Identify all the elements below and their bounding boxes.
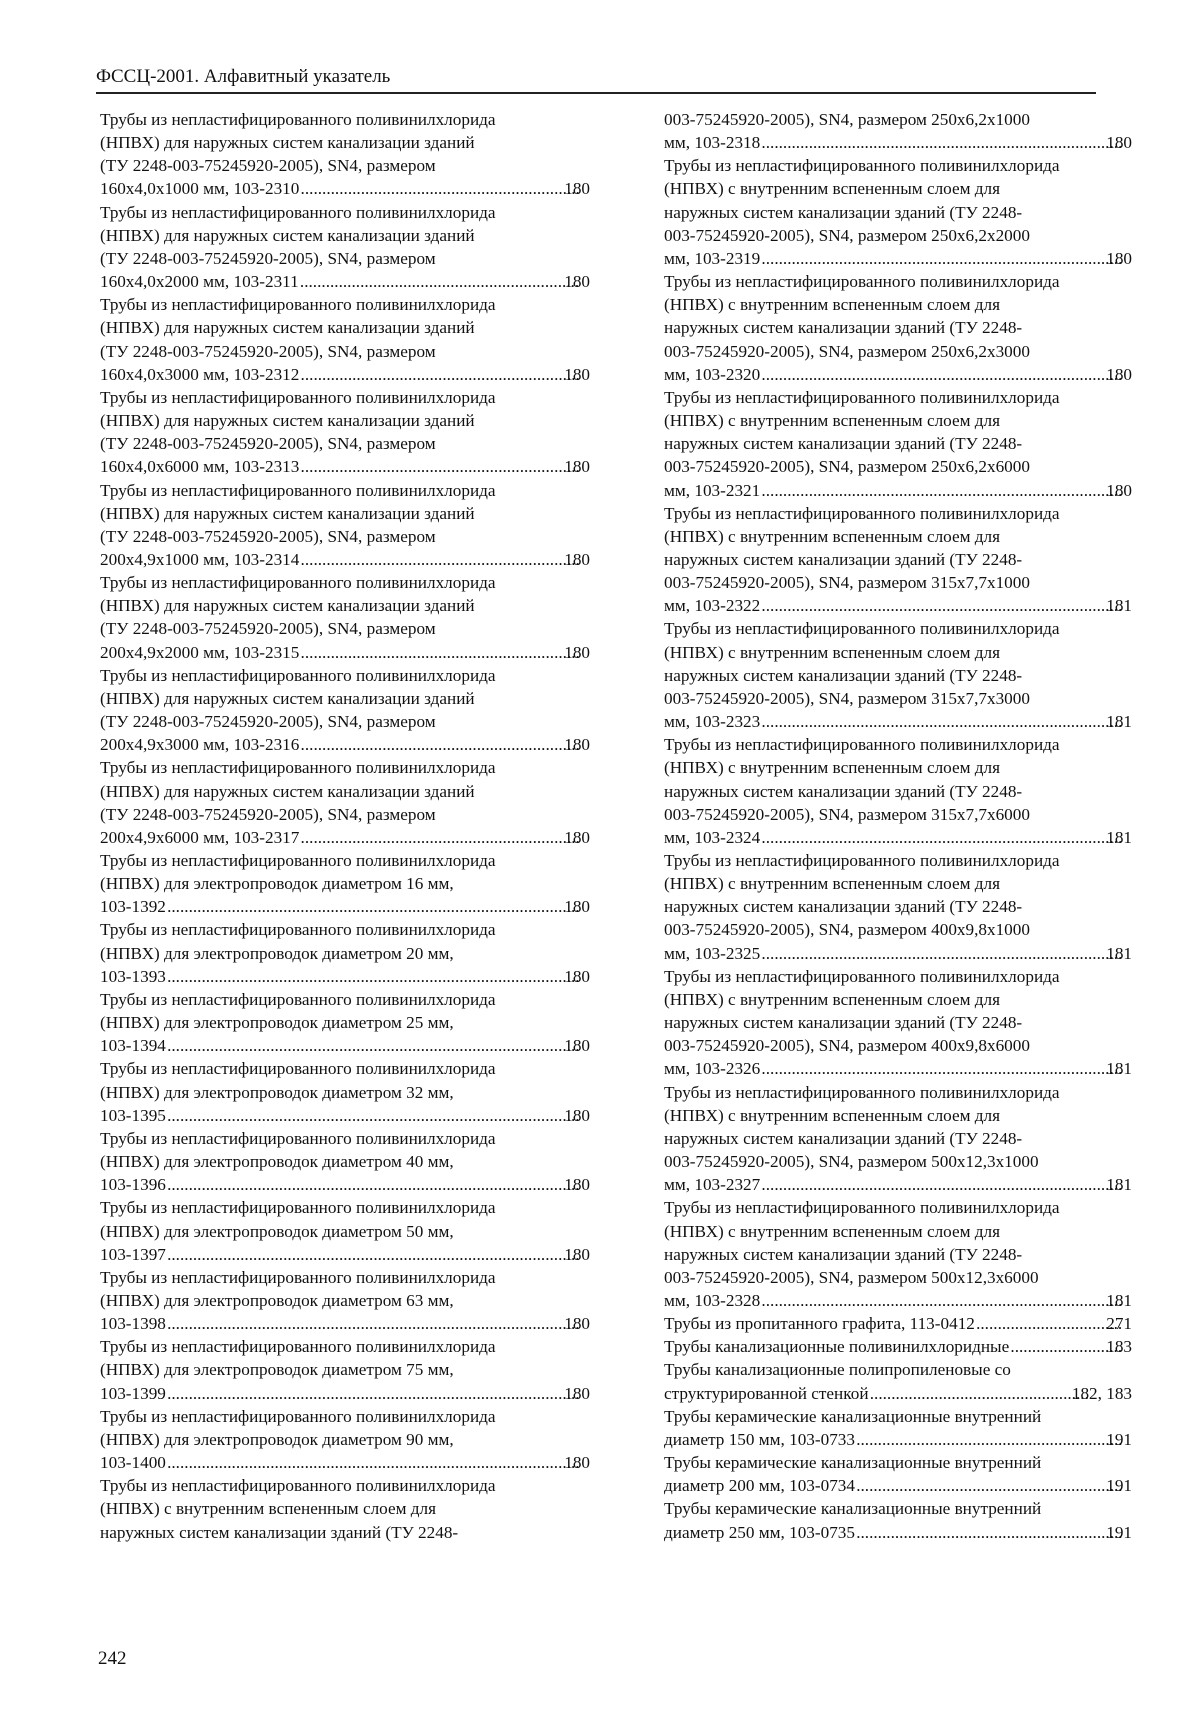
index-page-ref: 180 [564,642,590,662]
dot-leader [168,1034,580,1057]
index-entry-text: Трубы из непластифицированного поливинилхлорида [100,1128,496,1148]
index-entry [100,1335,590,1404]
dot-leader [301,270,581,293]
index-column-left [100,108,590,1544]
index-entry-text: (НПВХ) с внутренним вспененным слоем для [664,295,1001,315]
index-entry-text: Трубы из непластифицированного поливинилхлорида [664,619,1060,639]
index-entry-text: Трубы из непластифицированного поливинилхлорида [664,851,1060,870]
index-entry-text: (НПВХ) для электропроводок диаметром 16 мм, [100,874,454,894]
dot-leader [168,895,580,918]
index-entry-text: Трубы из непластифицированного поливинилхлорида [100,387,496,407]
index-entry-text: (НПВХ) для наружных систем канализации зданий [100,411,475,431]
index-entry-text: Трубы из непластифицированного поливинилхлорида [100,1267,496,1287]
index-entry-text: Трубы из пропитанного графита, 113-0412 [664,1314,975,1334]
index-entry [100,1474,590,1543]
index-entry [664,617,1132,733]
index-entry [100,108,590,201]
index-entry-last-line [100,1034,590,1057]
index-entry-text: 003-75245920-2005), SN4, размером 250x6,2x1000 [664,110,1030,129]
index-entry-last-line [664,1173,1132,1196]
index-entry-text: наружных систем канализации зданий (ТУ 2248- [664,1128,1023,1148]
index-entry-text: 003-75245920-2005), SN4, размером 250x6,2x3000 [664,341,1030,361]
index-entry-text: (ТУ 2248-003-75245920-2005), SN4, размером [100,804,436,824]
index-entry [100,201,590,294]
dot-leader [762,247,1122,270]
index-entry [100,386,590,479]
dot-leader [168,1451,580,1474]
index-entry-last-line [664,594,1132,617]
index-entry-text: Трубы из непластифицированного поливинилхлорида [100,573,496,593]
index-entry-text: Трубы из непластифицированного поливинилхлорида [100,1059,496,1079]
index-entry-last-line [664,479,1132,502]
index-page-ref: 180 [564,1314,590,1334]
index-entry [100,756,590,849]
index-entry-last-line [664,1382,1132,1405]
index-entry-text: наружных систем канализации зданий (ТУ 2248- [664,202,1023,222]
dot-leader [762,1057,1122,1080]
index-entry-text: Трубы канализационные полипропиленовые со [664,1360,1011,1380]
dot-leader [168,1312,580,1335]
index-entry-last-line [100,1104,590,1127]
index-page-ref: 191 [1106,1429,1132,1449]
index-entry-last-line [664,1428,1132,1451]
index-page-ref: 180 [564,1244,590,1264]
index-entry [100,664,590,757]
index-entry-text: (НПВХ) с внутренним вспененным слоем для [100,1499,437,1519]
index-entry-text: мм, 103-2318 [664,133,761,153]
index-entry-text: 160x4,0x2000 мм, 103-2311 [100,272,299,292]
index-entry-text: наружных систем канализации зданий (ТУ 2248- [664,318,1023,338]
index-entry-text: мм, 103-2320 [664,364,761,384]
index-entry-text: диаметр 250 мм, 103-0735 [664,1522,855,1542]
index-entry-text: Трубы из непластифицированного поливинилхлорида [100,851,496,870]
index-entry-text: (НПВХ) для электропроводок диаметром 25 мм, [100,1013,454,1033]
index-page-ref: 183 [1106,1337,1132,1357]
index-entry-text: (НПВХ) для электропроводок диаметром 75 мм, [100,1360,454,1380]
index-page-ref: 180 [1106,133,1132,153]
index-entry-text: наружных систем канализации зданий (ТУ 2248- [664,549,1023,569]
index-entry-text: 003-75245920-2005), SN4, размером 315x7,7x3000 [664,688,1030,708]
index-entry-text: (НПВХ) для наружных систем канализации зданий [100,225,475,245]
index-entry [664,386,1132,502]
dot-leader [168,1243,580,1266]
index-page-ref: 181 [1106,596,1132,616]
index-entry-last-line [100,895,590,918]
index-entry-text: Трубы керамические канализационные внутренний [664,1406,1042,1426]
index-entry-text: (НПВХ) для наружных систем канализации зданий [100,503,475,523]
index-entry-text: (НПВХ) для наружных систем канализации зданий [100,688,475,708]
index-entry-last-line [664,710,1132,733]
index-entry-text: (НПВХ) с внутренним вспененным слоем для [664,989,1001,1009]
index-entry-text: 160x4,0x1000 мм, 103-2310 [100,179,300,199]
index-entry-text: 003-75245920-2005), SN4, размером 250x6,2x6000 [664,457,1030,477]
dot-leader [762,1173,1122,1196]
index-entry-last-line [664,131,1132,154]
index-entry [664,1451,1132,1497]
index-entry-last-line [100,455,590,478]
index-entry-last-line [100,177,590,200]
dot-leader [301,455,580,478]
index-page-ref: 191 [1106,1522,1132,1542]
index-page-ref: 180 [564,1036,590,1056]
index-page-ref: 180 [564,179,590,199]
index-entry [664,1358,1132,1404]
index-entry-text: 103-1396 [100,1175,166,1195]
index-entry-text: Трубы из непластифицированного поливинилхлорида [664,387,1060,407]
index-entry-text: (НПВХ) с внутренним вспененным слоем для [664,526,1001,546]
index-entry [100,1405,590,1474]
index-entry-text: Трубы из непластифицированного поливинилхлорида [664,735,1060,755]
index-page-ref: 180 [564,966,590,986]
index-entry-last-line [664,363,1132,386]
index-entry-text: 103-1398 [100,1314,166,1334]
index-entry-text: наружных систем канализации зданий (ТУ 2248- [100,1522,459,1542]
index-page-ref: 180 [564,1105,590,1125]
index-entry-text: (ТУ 2248-003-75245920-2005), SN4, размером [100,248,436,268]
index-entry-text: (ТУ 2248-003-75245920-2005), SN4, размером [100,619,436,639]
index-entry-text: мм, 103-2324 [664,827,761,847]
index-entry [100,988,590,1057]
dot-leader [301,363,580,386]
index-entry [664,154,1132,270]
index-entry-text: 003-75245920-2005), SN4, размером 250x6,2x2000 [664,225,1030,245]
index-entry-text: мм, 103-2321 [664,480,761,500]
index-entry-text: (НПВХ) для наружных систем канализации зданий [100,133,475,153]
index-entry-last-line [664,942,1132,965]
index-entry-text: (НПВХ) с внутренним вспененным слоем для [664,179,1001,199]
index-entry-text: 160x4,0x6000 мм, 103-2313 [100,457,300,477]
index-page-ref: 180 [564,1175,590,1195]
dot-leader [871,1382,1088,1405]
index-entry-last-line [100,733,590,756]
index-page-ref: 180 [1106,248,1132,268]
index-entry-text: 003-75245920-2005), SN4, размером 315x7,7x6000 [664,804,1030,824]
index-entry-text: (ТУ 2248-003-75245920-2005), SN4, размером [100,434,436,454]
index-entry [664,1497,1132,1543]
index-entry-text: 200x4,9x3000 мм, 103-2316 [100,735,300,755]
index-entry-text: Трубы из непластифицированного поливинилхлорида [664,156,1060,176]
index-entry [100,1266,590,1335]
index-entry-last-line [664,826,1132,849]
index-entry-text: (НПВХ) для наружных систем канализации зданий [100,318,475,338]
index-page-ref: 181 [1106,1059,1132,1079]
index-entry-text: (НПВХ) для электропроводок диаметром 40 мм, [100,1152,454,1172]
index-entry [664,1312,1132,1335]
index-entry-text: Трубы из непластифицированного поливинилхлорида [100,1337,496,1357]
index-entry [664,1405,1132,1451]
dot-leader [168,1104,580,1127]
index-entry [100,918,590,987]
index-entry [100,1196,590,1265]
index-entry-text: Трубы из непластифицированного поливинилхлорида [100,295,496,315]
dot-leader [301,826,580,849]
index-entry-text: (ТУ 2248-003-75245920-2005), SN4, размером [100,341,436,361]
index-entry-last-line [664,247,1132,270]
index-entry-text: Трубы из непластифицированного поливинилхлорида [664,1198,1060,1218]
index-entry-text: 003-75245920-2005), SN4, размером 315x7,7x1000 [664,573,1030,593]
index-entry-text: (НПВХ) с внутренним вспененным слоем для [664,411,1001,431]
page-number: 242 [98,1648,127,1669]
index-entry-text: 103-1399 [100,1383,166,1403]
dot-leader [762,710,1122,733]
index-entry-last-line [100,641,590,664]
index-page-ref: 180 [564,735,590,755]
index-entry-text: наружных систем канализации зданий (ТУ 2248- [664,1013,1023,1033]
index-entry-last-line [100,363,590,386]
index-entry [664,965,1132,1081]
index-page-ref: 180 [564,897,590,917]
index-page-ref: 180 [1106,480,1132,500]
index-page-ref: 180 [564,827,590,847]
index-entry-text: Трубы канализационные поливинилхлоридные [664,1337,1010,1357]
index-entry-text: 160x4,0x3000 мм, 103-2312 [100,364,300,384]
index-entry-text: Трубы из непластифицированного поливинилхлорида [664,1082,1060,1102]
dot-leader [301,548,580,571]
index-entry [664,1335,1132,1358]
index-page-ref: 180 [564,1453,590,1473]
index-entry-text: 003-75245920-2005), SN4, размером 400x9,8x6000 [664,1036,1030,1056]
index-entry-text: 003-75245920-2005), SN4, размером 500x12,3x6000 [664,1267,1039,1287]
index-entry-text: наружных систем канализации зданий (ТУ 2248- [664,434,1023,454]
dot-leader [168,965,580,988]
dot-leader [762,1289,1122,1312]
index-entry-text: (ТУ 2248-003-75245920-2005), SN4, размером [100,526,436,546]
index-entry-last-line [100,826,590,849]
index-entry-text: мм, 103-2325 [664,943,761,963]
index-entry-text: Трубы из непластифицированного поливинилхлорида [100,1476,496,1496]
dot-leader [168,1382,580,1405]
index-entry-text: структурированной стенкой [664,1383,869,1403]
index-entry [100,1057,590,1126]
index-page-ref: 180 [1106,364,1132,384]
index-entry-text: (ТУ 2248-003-75245920-2005), SN4, размером [100,712,436,732]
index-entry-last-line [100,1173,590,1196]
index-entry-text: (НПВХ) для электропроводок диаметром 63 мм, [100,1290,454,1310]
index-entry-text: Трубы из непластифицированного поливинилхлорида [100,202,496,222]
index-entry-text: (НПВХ) с внутренним вспененным слоем для [664,1221,1001,1241]
index-entry-text: (НПВХ) с внутренним вспененным слоем для [664,874,1001,894]
index-entry-text: Трубы из непластифицированного поливинилхлорида [100,1406,496,1426]
index-entry-last-line [100,548,590,571]
index-entry-text: Трубы керамические канализационные внутренний [664,1499,1042,1519]
index-page-ref: 181 [1106,943,1132,963]
index-page-ref: 180 [564,1383,590,1403]
index-entry-text: 103-1394 [100,1036,166,1056]
index-entry-text: мм, 103-2327 [664,1175,761,1195]
index-entry-text: (НПВХ) с внутренним вспененным слоем для [664,1105,1001,1125]
index-entry-last-line [664,1057,1132,1080]
index-entry-text: Трубы из непластифицированного поливинилхлорида [664,503,1060,523]
index-page-ref: 180 [564,549,590,569]
index-entry [100,293,590,386]
index-entry-text: (НПВХ) для электропроводок диаметром 20 мм, [100,943,454,963]
index-entry-text: наружных систем канализации зданий (ТУ 2248- [664,1244,1023,1264]
index-entry-text: мм, 103-2328 [664,1290,761,1310]
index-entry-text: 103-1400 [100,1453,166,1473]
index-entry-text: 200x4,9x6000 мм, 103-2317 [100,827,300,847]
index-entry [664,502,1132,618]
index-entry-text: (НПВХ) для электропроводок диаметром 50 мм, [100,1221,454,1241]
index-entry-text: наружных систем канализации зданий (ТУ 2248- [664,781,1023,801]
index-entry-last-line [664,1289,1132,1312]
index-entry-text: 103-1393 [100,966,166,986]
index-entry-text: (НПВХ) для наружных систем канализации зданий [100,596,475,616]
index-entry-text: диаметр 200 мм, 103-0734 [664,1476,855,1496]
index-page-ref: 181 [1106,712,1132,732]
index-entry-text: 003-75245920-2005), SN4, размером 400x9,8x1000 [664,920,1030,940]
index-entry-last-line [100,1382,590,1405]
index-entry-text: Трубы из непластифицированного поливинилхлорида [100,989,496,1009]
index-entry-text: Трубы из непластифицированного поливинилхлорида [664,272,1060,292]
index-entry-last-line [100,1451,590,1474]
dot-leader [301,177,580,200]
index-entry [664,733,1132,849]
index-page-ref: 271 [1106,1314,1132,1334]
index-entry-last-line [100,1312,590,1335]
index-entry-text: (НПВХ) для наружных систем канализации зданий [100,781,475,801]
dot-leader [762,594,1122,617]
index-entry-text: (ТУ 2248-003-75245920-2005), SN4, размером [100,156,436,176]
index-entry-last-line [664,1335,1132,1358]
index-page-ref: 181 [1106,827,1132,847]
index-entry-text: Трубы из непластифицированного поливинилхлорида [100,480,496,500]
running-header: ФССЦ-2001. Алфавитный указатель [96,66,1096,94]
dot-leader [762,942,1122,965]
index-entry [664,1196,1132,1312]
index-entry-text: (НПВХ) с внутренним вспененным слоем для [664,758,1001,778]
index-entry-last-line [100,270,590,293]
dot-leader [977,1312,1122,1335]
index-entry-last-line [664,1521,1132,1544]
index-entry-text: Трубы из непластифицированного поливинилхлорида [100,758,496,778]
index-entry-text: наружных систем канализации зданий (ТУ 2248- [664,897,1023,917]
index-entry-text: Трубы из непластифицированного поливинилхлорида [100,920,496,940]
index-entry-text: Трубы керамические канализационные внутренний [664,1453,1042,1473]
index-entry-text: наружных систем канализации зданий (ТУ 2248- [664,665,1023,685]
index-entry [100,571,590,664]
index-entry [100,849,590,918]
index-entry [664,1081,1132,1197]
index-page-ref: 180 [564,364,590,384]
dot-leader [762,131,1122,154]
index-entry-text: диаметр 150 мм, 103-0733 [664,1429,855,1449]
index-entry-text: (НПВХ) для электропроводок диаметром 90 мм, [100,1429,454,1449]
index-entry-text: (НПВХ) для электропроводок диаметром 32 мм, [100,1082,454,1102]
index-page-ref: 181 [1106,1175,1132,1195]
index-entry [664,270,1132,386]
index-page-ref: 191 [1106,1476,1132,1496]
index-entry-text: Трубы из непластифицированного поливинилхлорида [100,665,496,685]
index-entry-last-line [100,965,590,988]
index-entry-text: (НПВХ) с внутренним вспененным слоем для [664,642,1001,662]
dot-leader [301,733,580,756]
index-entry-text: мм, 103-2322 [664,596,761,616]
index-entry-last-line [664,1312,1132,1335]
index-page-ref: 180 [564,457,590,477]
dot-leader [762,363,1122,386]
dot-leader [762,479,1122,502]
index-entry [100,1127,590,1196]
dot-leader [857,1474,1122,1497]
index-entry [664,849,1132,965]
index-entry-text: 200x4,9x1000 мм, 103-2314 [100,549,300,569]
index-entry-text: Трубы из непластифицированного поливинилхлорида [100,110,496,129]
index-entry-text: 103-1395 [100,1105,166,1125]
index-entry-text: 003-75245920-2005), SN4, размером 500x12,3x1000 [664,1152,1039,1172]
index-entry-text: мм, 103-2323 [664,712,761,732]
index-entry [664,108,1132,154]
index-entry-text: 103-1397 [100,1244,166,1264]
index-entry-text: 200x4,9x2000 мм, 103-2315 [100,642,300,662]
index-entry-last-line [100,1243,590,1266]
index-page-ref: 182, 183 [1071,1383,1132,1403]
index-entry-last-line [664,1474,1132,1497]
index-page-ref: 180 [564,272,590,292]
index-entry [100,479,590,572]
dot-leader [168,1173,580,1196]
index-entry-text: Трубы из непластифицированного поливинилхлорида [664,966,1060,986]
index-entry-text: мм, 103-2319 [664,248,761,268]
index-page-ref: 181 [1106,1290,1132,1310]
index-column-right [664,108,1132,1544]
dot-leader [762,826,1122,849]
index-entry-text: Трубы из непластифицированного поливинилхлорида [100,1198,496,1218]
dot-leader [857,1521,1122,1544]
dot-leader [857,1428,1122,1451]
index-entry-text: 103-1392 [100,897,166,917]
index-entry-text: мм, 103-2326 [664,1059,761,1079]
dot-leader [301,641,580,664]
